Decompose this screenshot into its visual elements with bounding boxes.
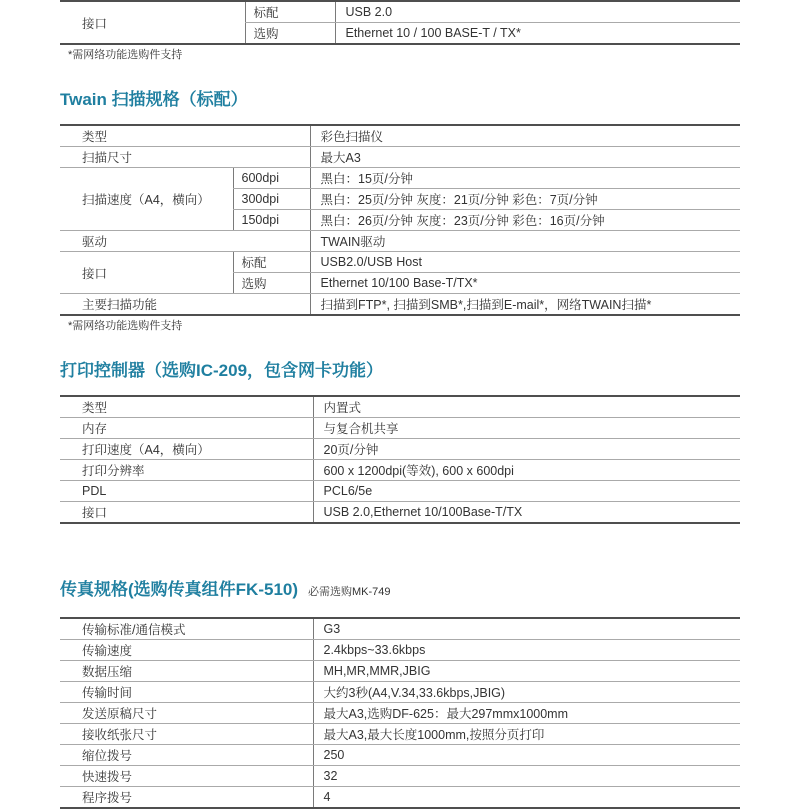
spec-value-cell: 大约3秒(A4,V.34,33.6kbps,JBIG) [313,682,740,703]
spec-label-cell: 传输时间 [60,682,313,703]
spec-label-cell: 接口 [60,252,233,294]
spec-label-cell: 传输标准/通信模式 [60,618,313,640]
spec-label-cell: 主要扫描功能 [60,294,310,316]
spec-subkey-cell: 选购 [245,23,335,45]
section-title-text: 打印控制器（选购IC-209，包含网卡功能） [60,361,384,380]
table-row [60,703,740,724]
table-row [60,418,740,439]
spec-subkey-cell: 300dpi [233,189,310,210]
spec-label-cell: 打印分辨率 [60,460,313,481]
spec-value-cell: 黑白：15页/分钟 [310,168,740,189]
table-row [60,439,740,460]
table-row [60,460,740,481]
table-row [60,125,740,147]
spec-label-cell: 扫描尺寸 [60,147,310,168]
section-title [60,88,740,111]
table-row [60,787,740,809]
table-row [60,724,740,745]
spec-value-cell: 内置式 [313,396,740,418]
section-table-wrap [60,124,740,316]
table-row [60,682,740,703]
footnote-text: *需网络功能选购件支持 [68,320,183,332]
spec-label-cell: 传输速度 [60,640,313,661]
section-table-wrap [60,395,740,524]
table-row [60,481,740,502]
spec-value-cell: 黑白：26页/分钟 灰度：23页/分钟 彩色：16页/分钟 [310,210,740,231]
table-row [60,661,740,682]
spec-value-cell: PCL6/5e [313,481,740,502]
section-twain [60,88,740,333]
table-row [60,294,740,316]
spec-label-cell: 扫描速度（A4，横向） [60,168,233,231]
spec-value-cell: USB 2.0,Ethernet 10/100Base-T/TX [313,502,740,524]
spec-value-cell: G3 [313,618,740,640]
spec-subkey-cell: 标配 [233,252,310,273]
footnote-text: *需网络功能选购件支持 [68,49,183,61]
spec-label-cell: 内存 [60,418,313,439]
spec-value-cell: 扫描到FTP*, 扫描到SMB*,扫描到E-mail*，网络TWAIN扫描* [310,294,740,316]
spec-label-cell: 数据压缩 [60,661,313,682]
spec-sections [60,88,740,809]
table-row [60,147,740,168]
section-subtitle: 必需选购MK-749 [308,586,391,598]
table-row [60,766,740,787]
spec-table-fax [60,617,740,809]
table-row [60,502,740,524]
spec-value-cell: USB2.0/USB Host [310,252,740,273]
spec-value-cell: 与复合机共享 [313,418,740,439]
spec-subkey-cell: 600dpi [233,168,310,189]
spec-value-cell: USB 2.0 [335,1,740,23]
spec-label-cell: 驱动 [60,231,310,252]
spec-subkey-cell: 标配 [245,1,335,23]
table-row [60,745,740,766]
spec-value-cell: 4 [313,787,740,809]
table-row [60,252,740,273]
spec-value-cell: TWAIN驱动 [310,231,740,252]
spec-label-cell: 接收纸张尺寸 [60,724,313,745]
table-row [60,396,740,418]
section-title-text: 传真规格(选购传真组件FK-510) [60,580,299,599]
spec-value-cell: 250 [313,745,740,766]
section-title [60,578,740,604]
spec-value-cell: 最大A3,最大长度1000mm,按照分页打印 [313,724,740,745]
section-title-text: Twain 扫描规格（标配） [60,90,248,109]
spec-value-cell: 32 [313,766,740,787]
spec-value-cell: 彩色扫描仪 [310,125,740,147]
spec-value-cell: 最大A3 [310,147,740,168]
spec-value-cell: 黑白：25页/分钟 灰度：21页/分钟 彩色：7页/分钟 [310,189,740,210]
spec-value-cell: MH,MR,MMR,JBIG [313,661,740,682]
spec-subkey-cell: 150dpi [233,210,310,231]
section-title [60,359,740,382]
interface-table-wrap [60,0,740,45]
spec-value-cell: 2.4kbps~33.6kbps [313,640,740,661]
table-row [60,618,740,640]
spec-value-cell: Ethernet 10/100 Base-T/TX* [310,273,740,294]
spec-label-cell: 发送原稿尺寸 [60,703,313,724]
spec-table-printer [60,395,740,524]
spec-value-cell: 600 x 1200dpi(等效), 600 x 600dpi [313,460,740,481]
table-row [60,640,740,661]
section-table-wrap [60,617,740,809]
section-printer [60,359,740,524]
spec-label-cell: PDL [60,481,313,502]
table-row [60,1,740,23]
spec-label-cell: 接口 [60,1,245,44]
spec-label-cell: 程序拨号 [60,787,313,809]
spec-label-cell: 类型 [60,396,313,418]
table-row [60,168,740,189]
spec-table-interface [60,0,740,45]
spec-label-cell: 接口 [60,502,313,524]
spec-label-cell: 快速拨号 [60,766,313,787]
spec-label-cell: 缩位拨号 [60,745,313,766]
table-row [60,231,740,252]
spec-subkey-cell: 选购 [233,273,310,294]
spec-label-cell: 打印速度（A4，横向） [60,439,313,460]
spec-value-cell: Ethernet 10 / 100 BASE-T / TX* [335,23,740,45]
spec-value-cell: 最大A3,选购DF-625：最大297mmx1000mm [313,703,740,724]
spec-value-cell: 20页/分钟 [313,439,740,460]
spec-table-twain [60,124,740,316]
section-fax [60,578,740,809]
spec-label-cell: 类型 [60,125,310,147]
